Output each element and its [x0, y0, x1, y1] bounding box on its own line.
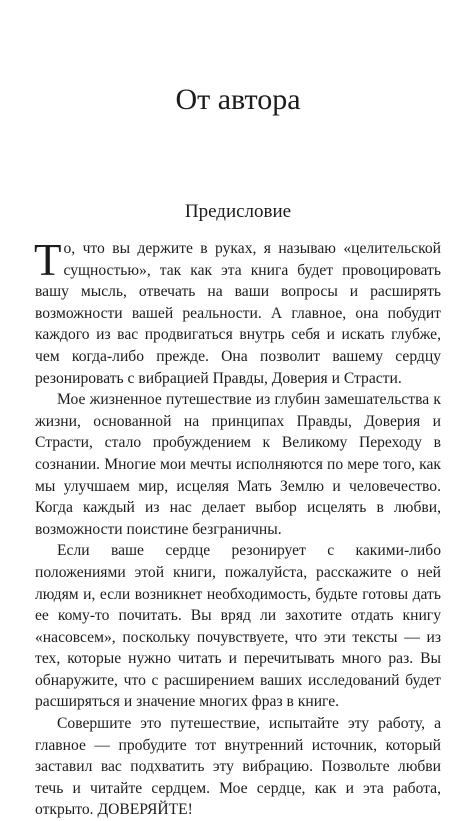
paragraph-1 [34, 235, 441, 389]
paragraph-2: Мое жизненное путешествие из глубин замешательства к жизни, основанной на принципах Правды, Доверия и Страсти, стало пробуждением к Великому Переходу в сознании. Многие мои мечты исполняются по мере того, как мы улучшаем мир, исцеляя Мать Землю и человечество. Когда каждый из нас делает выбор исцелять в любви, возможности поистине безграничны. [35, 391, 441, 538]
paragraph-1-text: о, что вы держите в руках, я называю «целительской сущностью», так как эта книга будет провоцировать вашу мысль, отвечать на ваши вопросы и расширять возможности вашей реальности. А главное, она побудит каждого из вас продвигаться внутрь себя и искать глубже, чем когда-либо прежде. Она позволит вашему сердцу резонировать с вибрацией Правды, Доверия и Страсти. [35, 240, 441, 387]
paragraph-4: Совершите это путешествие, испытайте эту работу, а главное — пробудите тот внутренний источник, который заставил вас подхватить эту вибрацию. Позвольте любви течь и читайте сердцем. Мое сердце, как и эта работа, открыто. ДОВЕРЯЙТЕ! [35, 715, 441, 819]
body-text [34, 235, 441, 821]
section-title: Предисловие [184, 201, 292, 222]
paragraph-3: Если ваше сердце резонирует с какими-либо положениями этой книги, пожалуйста, расскажите о ней людям и, если возникнет необходимость, будьте готовы дать ее кому-то почитать. Вы вряд ли захотите отдать книгу «насовсем», поскольку почувствуете, что эти тексты — из тех, которые нужно читать и перечитывать много раз. Вы обнаружите, что с расширением ваших исследований будет расширяться и значение многих фраз в книге. [35, 542, 441, 711]
drop-cap: Т [34, 235, 62, 285]
chapter-title: От автора [175, 83, 301, 116]
book-page [34, 0, 441, 819]
